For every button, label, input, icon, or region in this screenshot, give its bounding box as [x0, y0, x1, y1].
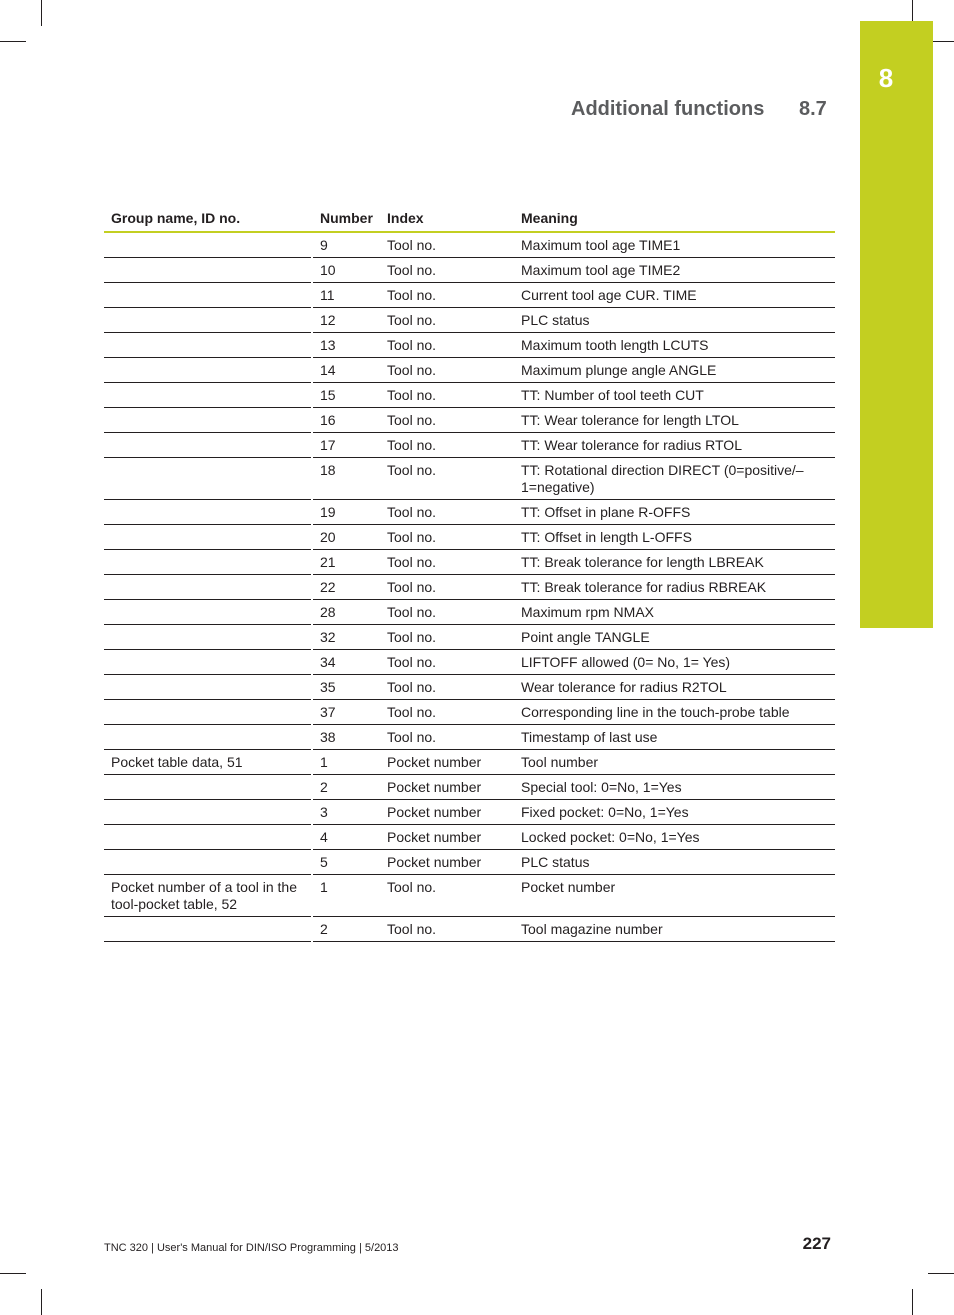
number-cell: 34: [320, 654, 336, 670]
table-row: [104, 258, 835, 282]
index-cell: Tool no.: [387, 287, 437, 303]
meaning-cell: TT: Offset in length L-OFFS: [521, 529, 692, 545]
header-meaning: Meaning: [521, 210, 578, 226]
header-group: Group name, ID no.: [111, 210, 241, 226]
table-row: [104, 750, 835, 774]
meaning-cell: Corresponding line in the touch-probe table: [521, 704, 790, 720]
number-cell: 2: [320, 779, 328, 795]
number-cell: 14: [320, 362, 336, 378]
table-row: [104, 433, 835, 457]
section-number: 8.7: [799, 98, 827, 120]
index-cell: Tool no.: [387, 504, 437, 520]
number-cell: 3: [320, 804, 328, 820]
meaning-cell: Fixed pocket: 0=No, 1=Yes: [521, 804, 689, 820]
meaning-cell: Maximum tool age TIME2: [521, 262, 681, 278]
table-row: [104, 500, 835, 524]
table-row: [104, 383, 835, 407]
parameter-table: [104, 208, 835, 941]
meaning-cell: Current tool age CUR. TIME: [521, 287, 697, 303]
chapter-number: 8: [878, 63, 894, 93]
meaning-cell: TT: Wear tolerance for length LTOL: [521, 412, 739, 428]
meaning-cell: TT: Break tolerance for radius RBREAK: [521, 579, 767, 595]
number-cell: 16: [320, 412, 336, 428]
meaning-cell: TT: Offset in plane R-OFFS: [521, 504, 691, 520]
crop-mark: [0, 1273, 26, 1274]
table-row: [104, 525, 835, 549]
table-row: [104, 600, 835, 624]
meaning-cell: Locked pocket: 0=No, 1=Yes: [521, 829, 700, 845]
table-row: [104, 333, 835, 357]
index-cell: Tool no.: [387, 462, 437, 478]
footer-text: TNC 320 | User's Manual for DIN/ISO Programming | 5/2013: [104, 1242, 399, 1254]
index-cell: Tool no.: [387, 629, 437, 645]
index-cell: Tool no.: [387, 387, 437, 403]
number-cell: 37: [320, 704, 336, 720]
meaning-cell: Special tool: 0=No, 1=Yes: [521, 779, 682, 795]
number-cell: 35: [320, 679, 336, 695]
number-cell: 32: [320, 629, 336, 645]
section-title: Additional functions: [571, 98, 765, 120]
section-header: [571, 98, 831, 126]
meaning-cell: TT: Number of tool teeth CUT: [521, 387, 704, 403]
table-row: [104, 408, 835, 432]
table-row: [104, 650, 835, 674]
table-row: [104, 458, 835, 499]
number-cell: 20: [320, 529, 336, 545]
index-cell: Tool no.: [387, 412, 437, 428]
meaning-cell: PLC status: [521, 854, 590, 870]
number-cell: 17: [320, 437, 336, 453]
index-cell: Tool no.: [387, 262, 437, 278]
table-row: [104, 233, 835, 257]
meaning-cell: Maximum plunge angle ANGLE: [521, 362, 717, 378]
chapter-tab: [860, 21, 933, 628]
table-row: [104, 875, 835, 916]
crop-mark: [928, 1273, 954, 1274]
table-body: [104, 233, 835, 941]
meaning-cell: LIFTOFF allowed (0= No, 1= Yes): [521, 654, 731, 670]
index-cell: Tool no.: [387, 579, 437, 595]
index-cell: Pocket number: [387, 779, 482, 795]
number-cell: 5: [320, 854, 328, 870]
number-cell: 10: [320, 262, 336, 278]
index-cell: Tool no.: [387, 729, 437, 745]
header-number: Number: [320, 210, 373, 226]
index-cell: Tool no.: [387, 337, 437, 353]
number-cell: 22: [320, 579, 336, 595]
index-cell: Tool no.: [387, 921, 437, 937]
number-cell: 15: [320, 387, 336, 403]
number-cell: 2: [320, 921, 328, 937]
table-row: [104, 917, 835, 941]
meaning-cell: PLC status: [521, 312, 590, 328]
index-cell: Tool no.: [387, 437, 437, 453]
table-row: [104, 850, 835, 874]
index-cell: Tool no.: [387, 604, 437, 620]
number-cell: 12: [320, 312, 336, 328]
meaning-cell: Maximum tool age TIME1: [521, 237, 681, 253]
index-cell: Tool no.: [387, 554, 437, 570]
group-cell: Pocket number of a tool in the tool-pocket table, 52: [111, 879, 297, 912]
table-row: [104, 550, 835, 574]
table-row: [104, 825, 835, 849]
crop-mark: [912, 1289, 913, 1315]
index-cell: Pocket number: [387, 854, 482, 870]
index-cell: Pocket number: [387, 804, 482, 820]
number-cell: 21: [320, 554, 336, 570]
index-cell: Pocket number: [387, 829, 482, 845]
number-cell: 9: [320, 237, 328, 253]
meaning-cell: Wear tolerance for radius R2TOL: [521, 679, 727, 695]
group-cell: Pocket table data, 51: [111, 754, 243, 770]
meaning-cell: Timestamp of last use: [521, 729, 658, 745]
index-cell: Tool no.: [387, 654, 437, 670]
table-row: [104, 575, 835, 599]
meaning-cell: TT: Break tolerance for length LBREAK: [521, 554, 764, 570]
number-cell: 28: [320, 604, 336, 620]
meaning-cell: Tool magazine number: [521, 921, 663, 937]
number-cell: 38: [320, 729, 336, 745]
table-row: [104, 358, 835, 382]
number-cell: 18: [320, 462, 336, 478]
index-cell: Pocket number: [387, 754, 482, 770]
table-header-row: [104, 208, 835, 233]
number-cell: 11: [320, 287, 335, 303]
meaning-cell: Maximum tooth length LCUTS: [521, 337, 709, 353]
meaning-cell: TT: Rotational direction DIRECT (0=positive/–1=negative): [521, 462, 804, 495]
meaning-cell: TT: Wear tolerance for radius RTOL: [521, 437, 742, 453]
crop-mark: [41, 0, 42, 26]
index-cell: Tool no.: [387, 679, 437, 695]
crop-mark: [41, 1289, 42, 1315]
table-row: [104, 283, 835, 307]
crop-mark: [0, 41, 26, 42]
number-cell: 4: [320, 829, 328, 845]
meaning-cell: Point angle TANGLE: [521, 629, 650, 645]
table-row: [104, 725, 835, 749]
number-cell: 1: [320, 879, 328, 895]
meaning-cell: Tool number: [521, 754, 599, 770]
number-cell: 13: [320, 337, 336, 353]
number-cell: 19: [320, 504, 336, 520]
index-cell: Tool no.: [387, 237, 437, 253]
index-cell: Tool no.: [387, 312, 437, 328]
meaning-cell: Maximum rpm NMAX: [521, 604, 655, 620]
meaning-cell: Pocket number: [521, 879, 616, 895]
table-row: [104, 800, 835, 824]
table-row: [104, 775, 835, 799]
index-cell: Tool no.: [387, 704, 437, 720]
page-number: 227: [802, 1234, 831, 1253]
table-row: [104, 675, 835, 699]
index-cell: Tool no.: [387, 879, 437, 895]
table-row: [104, 625, 835, 649]
index-cell: Tool no.: [387, 362, 437, 378]
index-cell: Tool no.: [387, 529, 437, 545]
table-row: [104, 308, 835, 332]
table-row: [104, 700, 835, 724]
header-index: Index: [387, 210, 424, 226]
number-cell: 1: [320, 754, 328, 770]
